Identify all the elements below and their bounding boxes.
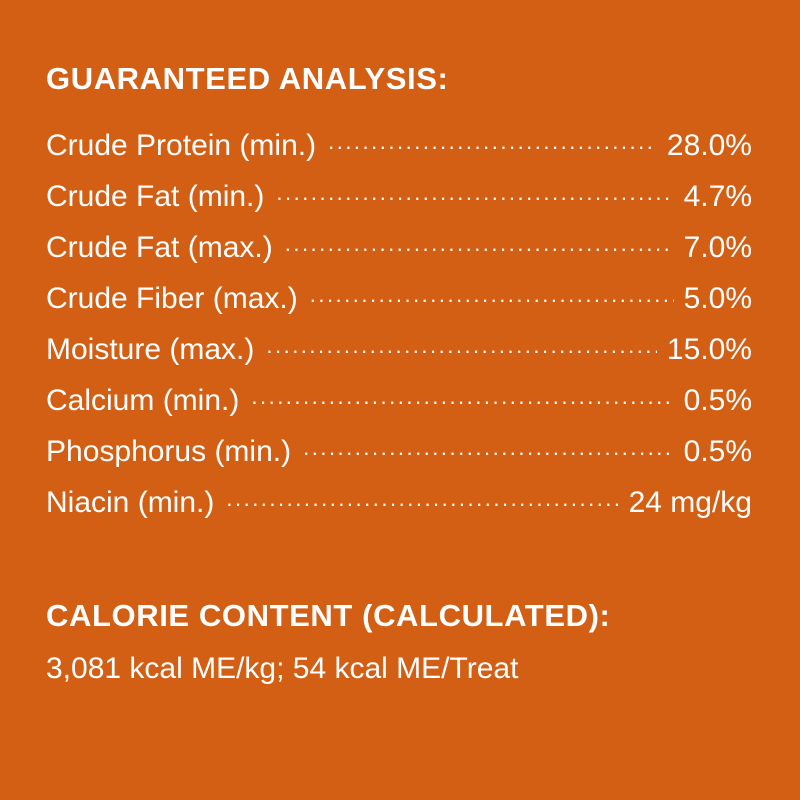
nutrient-value: 7.0%	[683, 231, 752, 265]
nutrient-name: Calcium (min.)	[46, 384, 240, 418]
nutrient-name: Phosphorus (min.)	[46, 435, 292, 469]
nutrient-value: 0.5%	[683, 384, 752, 418]
calorie-content-heading: CALORIE CONTENT (CALCULATED):	[46, 598, 611, 634]
nutrient-name: Crude Fat (min.)	[46, 180, 265, 214]
analysis-row	[46, 424, 752, 475]
guaranteed-analysis-heading: GUARANTEED ANALYSIS:	[46, 61, 449, 96]
nutrient-value: 4.7%	[683, 180, 752, 214]
nutrient-value: 28.0%	[666, 129, 752, 163]
nutrient-name: Niacin (min.)	[46, 486, 215, 520]
nutrient-name: Crude Fiber (max.)	[46, 282, 298, 316]
nutrient-name: Crude Protein (min.)	[46, 129, 317, 163]
dot-leader	[226, 482, 618, 512]
nutrient-name: Moisture (max.)	[46, 333, 255, 367]
dot-leader	[266, 329, 657, 359]
calorie-content-block	[46, 598, 752, 685]
nutrient-value: 24 mg/kg	[628, 486, 752, 520]
nutrient-value: 5.0%	[683, 282, 752, 316]
dot-leader	[303, 431, 674, 461]
dot-leader	[251, 380, 673, 410]
analysis-row	[46, 475, 752, 526]
calorie-content-value: 3,081 kcal ME/kg; 54 kcal ME/Treat	[46, 652, 519, 686]
nutrient-value: 15.0%	[666, 333, 752, 367]
dot-leader	[328, 125, 657, 155]
analysis-row	[46, 322, 752, 373]
dot-leader	[285, 227, 674, 257]
nutrient-name: Crude Fat (max.)	[46, 231, 273, 265]
analysis-row	[46, 220, 752, 271]
dot-leader	[310, 278, 674, 308]
dot-leader	[276, 176, 673, 206]
nutrient-value: 0.5%	[683, 435, 752, 469]
analysis-row	[46, 373, 752, 424]
analysis-row	[46, 169, 752, 220]
analysis-row	[46, 271, 752, 322]
guaranteed-analysis-list	[46, 118, 752, 526]
analysis-row	[46, 118, 752, 169]
